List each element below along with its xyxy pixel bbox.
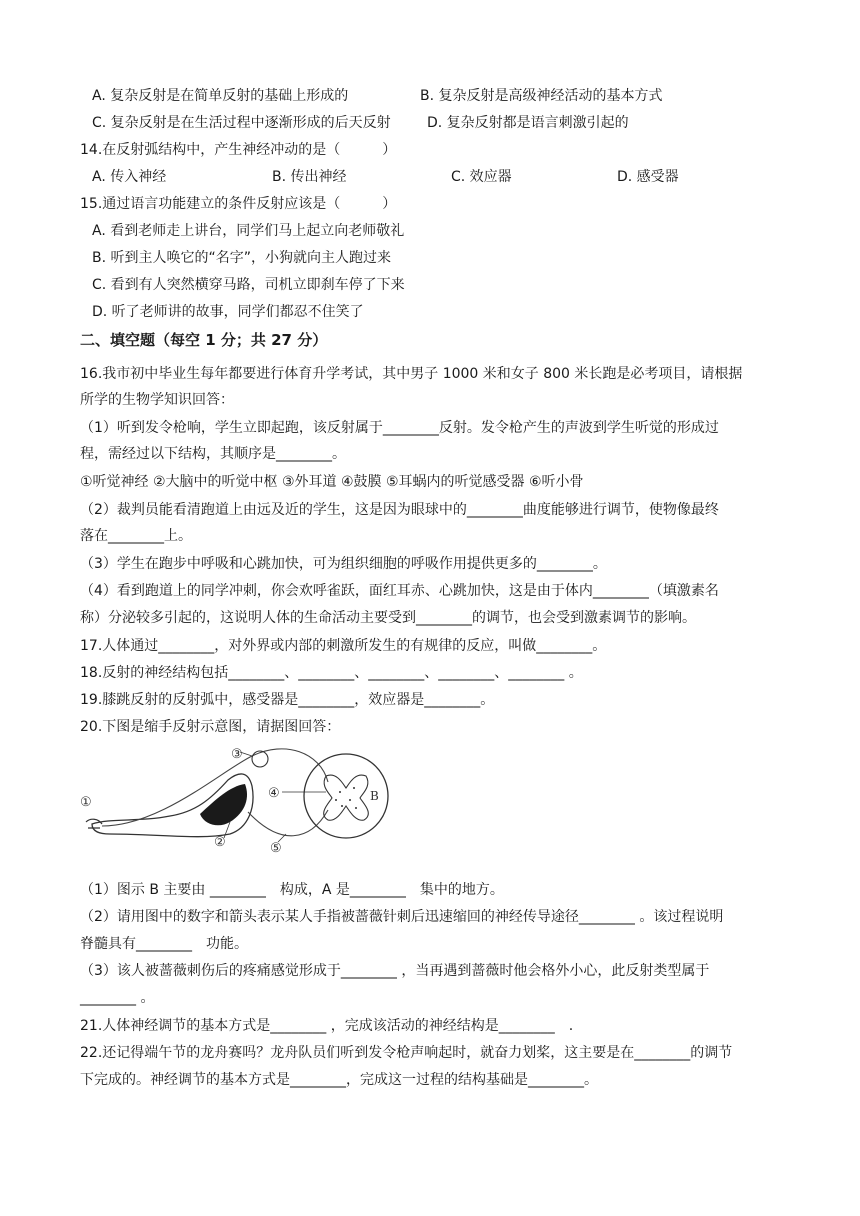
- q16-part4-line2: 称）分泌较多引起的，这说明人体的生命活动主要受到________的调节，也会受到激素调节的影响。: [80, 610, 696, 626]
- label-5: ⑤: [270, 841, 282, 854]
- q20-part3-line1: （3）该人被蔷薇刺伤后的疼痛感觉形成于________ ，当再遇到蔷薇时他会格外小心，此反射类型属于: [80, 963, 710, 979]
- q18: 18.反射的神经结构包括________、________、________、________、________ 。: [80, 665, 583, 681]
- q14-option-c: C. 效应器: [451, 169, 512, 185]
- q15-option-d: D. 听了老师讲的故事，同学们都忍不住笑了: [92, 304, 364, 320]
- q16-part2-line1: （2）裁判员能看清跑道上由远及近的学生，这是因为眼球中的________曲度能够进行调节，使物像最终: [80, 502, 719, 518]
- section-heading: 二、填空题（每空 1 分；共 27 分）: [80, 331, 328, 349]
- q20-stem: 20.下图是缩手反射示意图，请据图回答：: [80, 719, 341, 735]
- q15-option-c: C. 看到有人突然横穿马路，司机立即刹车停了下来: [92, 277, 405, 293]
- label-b: B: [370, 789, 379, 803]
- q13-option-b: B. 复杂反射是高级神经活动的基本方式: [420, 88, 663, 104]
- q14-stem: 14.在反射弧结构中，产生神经冲动的是（ ）: [80, 142, 397, 158]
- q22-line2: 下完成的。神经调节的基本方式是________，完成这一过程的结构基础是________。: [80, 1072, 598, 1088]
- q14-option-d: D. 感受器: [617, 169, 679, 185]
- q22-line1: 22.还记得端午节的龙舟赛吗？龙舟队员们听到发令枪声响起时，就奋力划桨，这主要是在________的调节: [80, 1045, 733, 1061]
- receptor-circle: [252, 751, 268, 767]
- q16-part4-line1: （4）看到跑道上的同学冲刺，你会欢呼雀跃，面红耳赤、心跳加快，这是由于体内________（填激素名: [80, 583, 719, 599]
- reflex-arc-figure: [80, 742, 420, 854]
- q20-part2-line1: （2）请用图中的数字和箭头表示某人手指被蔷薇针刺后迅速缩回的神经传导途径________ 。该过程说明: [80, 909, 724, 925]
- q20-part3-line2: ________ 。: [80, 990, 155, 1006]
- muscle-shape: [200, 784, 247, 825]
- q20-part2-line2: 脊髓具有________ 功能。: [80, 936, 248, 952]
- q19: 19.膝跳反射的反射弧中，感受器是________，效应器是________。: [80, 692, 495, 708]
- q17: 17.人体通过________，对外界或内部的刺激所发生的有规律的反应，叫做________。: [80, 638, 607, 654]
- q14-option-b: B. 传出神经: [272, 169, 347, 185]
- q14-option-a: A. 传入神经: [92, 169, 167, 185]
- label-1: ①: [80, 795, 92, 810]
- efferent-nerve-line: [248, 810, 328, 836]
- label-2: ②: [214, 835, 226, 850]
- q16-part1-line1: （1）听到发令枪响，学生立即起跑，该反射属于________反射。发令枪产生的声波到学生听觉的形成过: [80, 420, 719, 436]
- q13-option-c: C. 复杂反射是在生活过程中逐渐形成的后天反射: [92, 115, 391, 131]
- q16-stem-line2: 所学的生物学知识回答：: [80, 392, 234, 408]
- label-4: ④: [268, 786, 280, 801]
- q16-part3: （3）学生在跑步中呼吸和心跳加快，可为组织细胞的呼吸作用提供更多的________。: [80, 556, 607, 572]
- q20-part1: （1）图示 B 主要由 ________ 构成，A 是________ 集中的地方。: [80, 882, 504, 898]
- q15-stem: 15.通过语言功能建立的条件反射应该是（ ）: [80, 196, 397, 212]
- q16-part2-line2: 落在________上。: [80, 528, 192, 544]
- q13-option-a: A. 复杂反射是在简单反射的基础上形成的: [92, 88, 349, 104]
- gray-matter-shape: [324, 775, 369, 820]
- q13-option-d: D. 复杂反射都是语言刺激引起的: [427, 115, 629, 131]
- q16-part1-line2: 程，需经过以下结构，其顺序是________。: [80, 446, 346, 462]
- q21: 21.人体神经调节的基本方式是________ ，完成该活动的神经结构是________ .: [80, 1018, 574, 1034]
- q15-option-a: A. 看到老师走上讲台，同学们马上起立向老师敬礼: [92, 223, 405, 239]
- q16-stem-line1: 16.我市初中毕业生每年都要进行体育升学考试，其中男子 1000 米和女子 800 米长跑是必考项目，请根据: [80, 366, 743, 382]
- label-3: ③: [231, 747, 243, 762]
- q15-option-b: B. 听到主人唤它的“名字”，小狗就向主人跑过来: [92, 250, 392, 266]
- q16-structure-list: ①听觉神经 ②大脑中的听觉中枢 ③外耳道 ④鼓膜 ⑤耳蜗内的听觉感受器 ⑥听小骨: [80, 474, 584, 490]
